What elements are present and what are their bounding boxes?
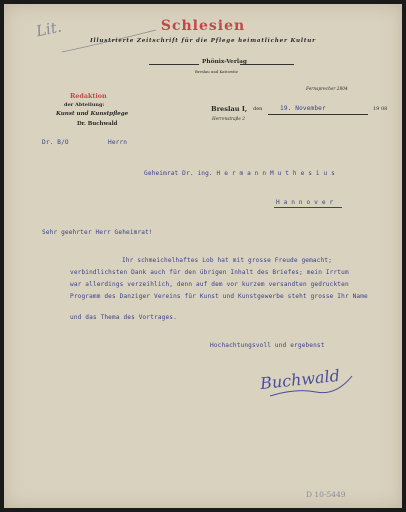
archive-number: D 10-5449 — [306, 490, 346, 499]
signature-flourish — [266, 366, 356, 402]
pencil-note: Lit. — [34, 17, 64, 41]
year-label: 19 08 — [373, 106, 388, 112]
body-line-3: war allerdings verzeihlich, denn auf dem vor kurzem versandten gedruckten — [70, 281, 349, 288]
salutation: Sehr geehrter Herr Geheimrat! — [42, 229, 153, 236]
masthead-rule-right — [240, 64, 294, 65]
recipient-city: H a n n o v e r — [276, 199, 334, 206]
body-line-1: Ihr schmeichelhaftes Lob hat mit grosse Freude gemacht; — [122, 257, 333, 264]
city-underline — [274, 207, 342, 208]
recipient-name: Geheimrat Dr. ing. H e r m a n n M u t h e s i u s — [144, 170, 335, 177]
masthead-rule-left — [149, 64, 199, 65]
letter-sheet — [4, 4, 402, 508]
body-line-2: verbindlichsten Dank auch für den übrigen Inhalt des Briefes; mein Irrtum — [70, 269, 349, 276]
masthead-subtitle: Illustrierte Zeitschrift für die Pflege heimatlicher Kultur — [90, 38, 316, 44]
street-label: Herrenstraße 2 — [212, 116, 245, 121]
city-label: Breslau I, — [211, 105, 248, 113]
herrn-label: Herrn — [108, 139, 128, 146]
closing: Hochachtungsvoll und ergebenst — [210, 342, 325, 349]
phone-number: Fernsprecher 2804 — [306, 87, 348, 92]
redaction-person: Dr. Buchwald — [77, 121, 118, 127]
reference-code: Dr. B/O — [42, 139, 69, 146]
den-label: den — [253, 106, 263, 112]
redaction-title: Redaktion — [70, 92, 107, 100]
body-line-5: und das Thema des Vortrages. — [70, 314, 177, 321]
publisher-name: Phönix-Verlag — [202, 59, 247, 65]
masthead-title: Schlesien — [160, 18, 246, 34]
publisher-place: Breslau und Kattowitz — [195, 69, 238, 74]
date-underline — [268, 114, 368, 115]
redaction-dept: Kunst und Kunstpflege — [56, 111, 129, 117]
letter-date: 19. November — [280, 105, 326, 112]
body-line-4: Programm des Danziger Vereins für Kunst und Kunstgewerbe steht grosse Ihr Name — [70, 293, 368, 300]
redaction-dept-label: der Abteilung: — [64, 102, 105, 108]
signature: Buchwald — [259, 365, 341, 394]
